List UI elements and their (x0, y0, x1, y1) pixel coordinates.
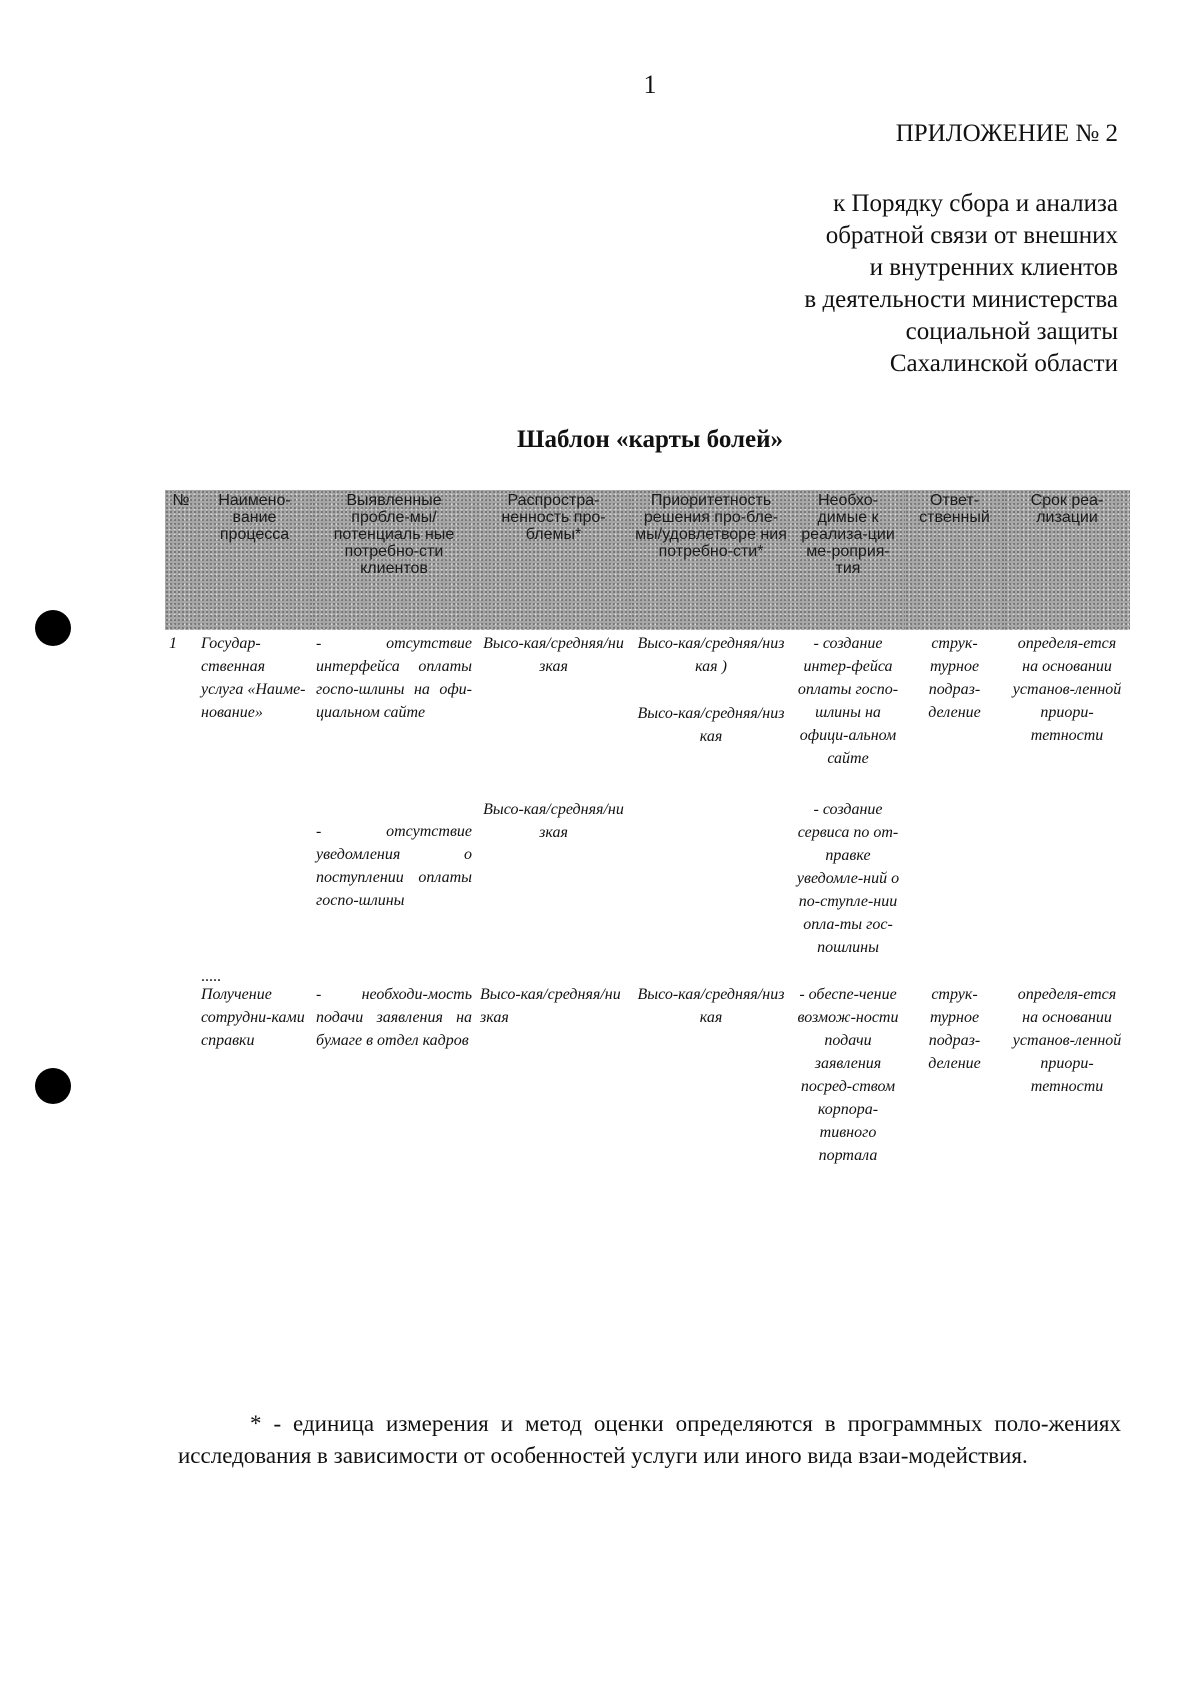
row-number (165, 961, 197, 1169)
page-number: 1 (643, 70, 657, 99)
prevalence-value: Высо-кая/средняя/ни зкая (483, 635, 624, 675)
responsible-text: струк-турное подраз-деление (928, 986, 981, 1072)
table-row (165, 961, 1130, 1169)
measures-text: - создание сервиса по от-правке уведомле-ний о по-ступле-нии опла-ты гос-пошлины (796, 801, 900, 956)
responsible-text (905, 772, 1004, 961)
priority-value (631, 772, 791, 961)
header-priority: Приоритетность решения про-бле-мы/удовлетворе ния потребно-сти* (631, 490, 791, 630)
header-deadline: Срок реа-лизации (1004, 490, 1130, 630)
header-number: № (165, 490, 197, 630)
priority-value: Высо-кая/средняя/низ кая (637, 986, 785, 1026)
problem-text: - отсутствие уведомления о поступлении оплаты госпо-шлины (316, 823, 472, 909)
problem-text: - отсутствие интерфейса оплаты госпо-шлины на офи-циальном сайте (316, 635, 472, 721)
priority-gap (635, 678, 787, 702)
header-responsible: Ответ-ственный (905, 490, 1004, 630)
header-measures: Необхо-димые к реализа-ции ме-роприя-тия (791, 490, 905, 630)
template-title: Шаблон «карты болей» (516, 426, 784, 453)
prevalence-value: Высо-кая/средняя/ни зкая (480, 986, 621, 1026)
ellipsis-marker: ..... (201, 968, 221, 985)
process-cell (197, 961, 312, 1169)
appendix-label: ПРИЛОЖЕНИЕ № 2 (895, 120, 1118, 147)
priority-value-a: Высо-кая/средняя/низ кая ) (637, 635, 785, 675)
punch-hole-bottom (35, 1068, 71, 1104)
priority-value-b: Высо-кая/средняя/низ кая (637, 705, 785, 745)
deadline-text: определя-ется на основании установ-ленной приори-тетности (1012, 986, 1122, 1095)
appendix-subtitle-line: обратной связи от внешних (825, 222, 1118, 249)
responsible-text: струк-турное подраз-деление (928, 635, 981, 721)
header-process-name: Наимено-вание процесса (197, 490, 312, 630)
footnote: * - единица измерения и метод оценки определяются в программных поло-жениях исследования в зависимости от особенностей услуги или иного вида взаи-модействия. (178, 1411, 1121, 1468)
appendix-subtitle-line: к Порядку сбора и анализа (833, 190, 1118, 217)
problem-text: - необходи-мость подачи заявления на бумаге в отдел кадров (316, 986, 472, 1049)
process-name (197, 772, 312, 961)
appendix-subtitle-line: социальной защиты (905, 318, 1118, 345)
header-problems: Выявленные пробле-мы/потенциаль ные потребно-сти клиентов (312, 490, 476, 630)
appendix-subtitle-line: в деятельности министерства (804, 286, 1118, 313)
row-number (165, 772, 197, 961)
appendix-subtitle-line: Сахалинской области (889, 350, 1118, 377)
table-row (165, 630, 1130, 772)
appendix-subtitle-line: и внутренних клиентов (869, 254, 1118, 281)
measures-text: - обеспе-чение возмож-ности подачи заявления посред-ством корпора-тивного портала (797, 986, 899, 1164)
pain-map-table (165, 490, 1130, 1169)
row-number: 1 (169, 635, 177, 652)
header-prevalence: Распростра-ненность про-блемы* (476, 490, 631, 630)
prevalence-value: Высо-кая/средняя/ни зкая (483, 801, 624, 841)
priority-value (631, 630, 791, 772)
deadline-text: определя-ется на основании установ-ленной приори-тетности (1012, 635, 1122, 744)
process-name: Получение сотрудни-ками справки (201, 986, 305, 1049)
table-row (165, 772, 1130, 961)
punch-hole-top (35, 610, 71, 646)
measures-text: - создание интер-фейса оплаты госпо-шлины на офици-альном сайте (797, 635, 899, 767)
process-name: Государ-ственная услуга «Наиме-нование» (201, 635, 306, 721)
deadline-text (1004, 772, 1130, 961)
appendix-subtitle (804, 188, 1118, 380)
table-header-row (165, 490, 1130, 630)
